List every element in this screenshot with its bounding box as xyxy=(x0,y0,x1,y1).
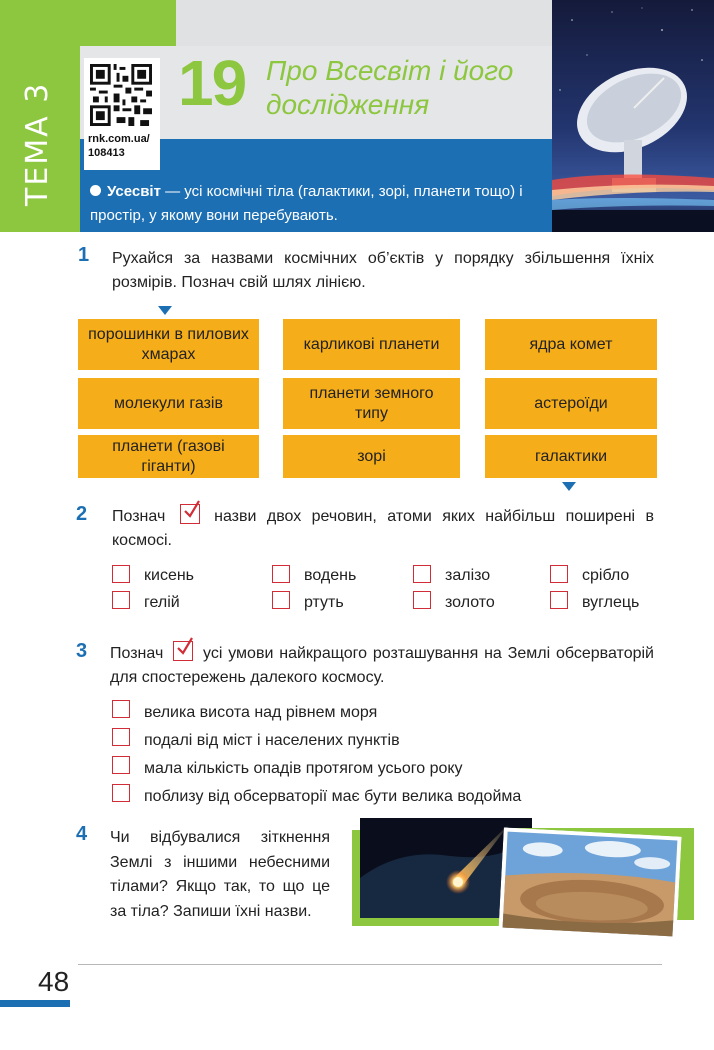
condition-large-water-body: поблизу від обсерваторії має бути велика водойма xyxy=(144,788,522,805)
topic-label: ТЕМА 3 xyxy=(20,81,55,206)
condition-away-from-cities: подалі від міст і населених пунктів xyxy=(144,732,400,749)
option-mercury: ртуть xyxy=(304,594,344,611)
task2-text: Познач назви двох речовин, атоми яких найбільш поширені в космосі. xyxy=(112,504,654,553)
object-box-comet-nuclei[interactable]: ядра комет xyxy=(485,319,657,370)
lesson-title: Про Всесвіт і його дослідження xyxy=(266,55,514,120)
option-hydrogen: водень xyxy=(304,567,357,584)
task2-number: 2 xyxy=(76,503,88,525)
end-arrow-icon xyxy=(562,482,576,491)
checkbox-silver[interactable] xyxy=(550,565,568,583)
checkbox-carbon[interactable] xyxy=(550,591,568,609)
definition-text: — усі космічні тіла (галактики, зорі, планети тощо) і простір, у якому вони перебувають. xyxy=(90,183,523,224)
option-gold: золото xyxy=(445,594,495,611)
object-box-gas-giants[interactable]: планети (газові гіганти) xyxy=(78,435,259,478)
checkbox-iron[interactable] xyxy=(413,565,431,583)
option-carbon: вуглець xyxy=(582,594,640,611)
checkbox-hydrogen[interactable] xyxy=(272,565,290,583)
check-sample-icon xyxy=(173,641,193,661)
definition-term: Усесвіт xyxy=(107,183,161,200)
checkbox-helium[interactable] xyxy=(112,591,130,609)
task4-number: 4 xyxy=(76,823,88,845)
checkbox-altitude[interactable] xyxy=(112,700,130,718)
checkbox-oxygen[interactable] xyxy=(112,565,130,583)
crater-photo xyxy=(498,827,681,940)
object-box-asteroids[interactable]: астероїди xyxy=(485,378,657,429)
option-silver: срібло xyxy=(582,567,630,584)
option-helium: гелій xyxy=(144,594,180,611)
checkbox-gold[interactable] xyxy=(413,591,431,609)
object-box-galaxies[interactable]: галактики xyxy=(485,435,657,478)
object-box-dust[interactable]: порошинки в пилових хмарах xyxy=(78,319,259,370)
qr-link[interactable]: rnk.com.ua/ 108413 xyxy=(88,133,150,159)
start-arrow-icon xyxy=(158,306,172,315)
checkbox-mercury[interactable] xyxy=(272,591,290,609)
bullet-icon xyxy=(90,185,101,196)
object-box-terrestrial-planets[interactable]: планети земного типу xyxy=(283,378,460,429)
checkbox-low-precipitation[interactable] xyxy=(112,756,130,774)
condition-low-precipitation: мала кількість опадів протягом усього року xyxy=(144,760,463,777)
radio-telescope-photo xyxy=(552,0,714,232)
task1-text: Рухайся за назвами космічних об’єктів у порядку збільшення їхніх розмірів. Познач свій шлях лінією. xyxy=(112,250,654,291)
definition-box xyxy=(90,180,548,228)
qr-code-icon[interactable] xyxy=(90,64,152,126)
task4-text: Чи відбувалися зіткнення Землі з іншими небесними тілами? Якщо так, то що це за тіла? Запиши їхні назви. xyxy=(110,829,330,920)
condition-altitude: велика висота над рівнем моря xyxy=(144,704,378,721)
object-box-gas-molecules[interactable]: молекули газів xyxy=(78,378,259,429)
header-green-top xyxy=(80,0,176,46)
page-number: 48 xyxy=(38,966,70,997)
checkbox-large-water-body[interactable] xyxy=(112,784,130,802)
option-iron: залізо xyxy=(445,567,491,584)
checkbox-away-from-cities[interactable] xyxy=(112,728,130,746)
task3-text: Познач усі умови найкращого розташування на Землі обсерваторій для спостережень далекого космосу. xyxy=(110,641,654,690)
lesson-number: 19 xyxy=(178,47,246,119)
task1-number: 1 xyxy=(78,244,90,266)
object-box-dwarf-planets[interactable]: карликові планети xyxy=(283,319,460,370)
header-grey-top xyxy=(176,0,552,46)
page-number-bar xyxy=(0,1000,70,1007)
footer-divider xyxy=(78,964,662,965)
object-box-stars[interactable]: зорі xyxy=(283,435,460,478)
option-oxygen: кисень xyxy=(144,567,195,584)
task3-number: 3 xyxy=(76,640,88,662)
check-sample-icon xyxy=(180,504,200,524)
